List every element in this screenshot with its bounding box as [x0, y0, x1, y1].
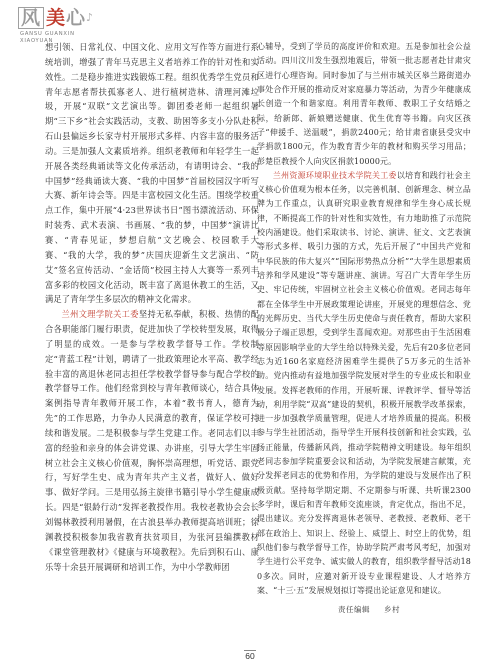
right-text-column — [257, 40, 471, 598]
right-paragraph-2 — [257, 169, 471, 598]
editor-credit — [338, 604, 400, 615]
left-paragraph-1: 想引领、日常礼仪、中国文化、应用文写作等方面进行系统培训，增强了青年马克思主义者培养工作的针对性和实效性。二是稳步推进实践锻炼工程。组织优秀学生党员和青年志愿者帮扶孤寡老人、进行植树造林、清理河滩垃圾，开展“双联”文艺演出等。御团委老师一起组织暑期“三下乡”社会实践活动，支教、助困等多支小分队赴积石山县偏远乡长家寺村开展形式多样、内容丰富的服务活动。三是加强人文素质培养。组织老教师和年轻学生一起开展各类经典诵读等文化传承活动，有请明诗会、“我的中国梦”经典诵读大赛、“我的中国梦”首届校园汉字听写大赛、新年诗会等。四是丰富校园文化生活。围绕学校重点工作，集中开展“4·23世界读书日”图书漂流活动、环保时装秀、武术表演、书画展、“我的梦，中国梦”演讲比赛、“青春见证，梦想启航”文艺晚会、校园歌手大赛、“我的大学，我的梦”庆国庆迎新生文艺演出、“防艾”签名宣传活动、“金话筒”校园主持人大赛等一系列丰富多彩的校园文化活动，既丰富了离退休教工的生活，又满足了青年学生多层次的精神文化需求。 — [45, 42, 259, 305]
page-number: 60 — [245, 651, 255, 661]
right-paragraph-1: 心辅导，受到了学员的高度评价和欢迎。五是参加社会公益活动。四川汶川发生强烈地震后，带领一批志愿者赴甘肃灾区进行心理咨询。同时参加了与兰州市城关区皋兰路街道办事处合作开展的推动反对家庭暴力等活动，为青少年健康成长创造一个和谐家庭。利用青年教师、教职工子女结婚之际，给新郎、新娘赠送健康、优生优育等书籍。向灾区孩子“伸援手、送温暖”，捐款2400元；给甘肃省康县受灾中学捐款1800元，作为教育青少年的教材和购买学习用品；彭楚臣教授个人向灾区捐款10000元。 — [257, 42, 471, 166]
highlight-lanzhou-ziyuan: 兰州资源环境职业技术学院关工委 — [272, 170, 397, 180]
logo-char-xin: 心 — [66, 7, 87, 29]
left-paragraph-2 — [45, 307, 259, 574]
masthead-logo — [18, 6, 94, 30]
editor-label: 责任编辑 — [338, 605, 370, 614]
highlight-lanzhou-wenli: 兰州文理学院关工委 — [61, 309, 139, 320]
right-paragraph-2-body: 以培育和践行社会主义核心价值观为根本任务，以完善机制、创新理念、树立品牌为工作重点，认真研究职业教育规律和学生身心成长规律，不断提高工作的针对性和实效性，有力地助推了示范院校内涵建设。他们采取读书、讨论、演讲、征文、文艺表演等形式多样、吸引力强的方式，先后开展了“中国共产党和中华民族的伟大复兴”“国际形势热点分析”“大学生思想素质培养和学风建设”等专题讲座、演讲。写召广大青年学生历史、牢记传统，牢固树立社会主义核心价值观。老同志每年都在全体学生中开展政策理论讲座，开展党的理想信念、党的光辉历史、当代大学生历史使命与责任教育，帮助大家积极分子端正思想，受到学生喜闻欢迎。对那些由于生活困难等原因影响学业的大学生给以特殊关爱，先后有20多位老同志为近160名家庭经济困难学生提供了5万多元的生活补助。党内推动有益地加强学院发展对学生的专业成长和职业发展。发挥老教师的作用，开展听课、评教评学、督导等活动，利用学院“双高”建设的契机，积极开展教学改革探索，进一步加强教学质量管理，促进人才培养质量的提高。积极参与学生社团活动，指导学生开展科技创新和社会实践，弘扬正能量，传播新风尚，推动学院精神文明建设。每年组织老同志参加学院重要会议和活动，为学院发展建言献策，充分发挥老同志的优势和作用，为学院的建设与发展作出了积极贡献。坚持每学期定期、不定期参与听课、共听课2300多学时，课后和青年教师交流座谈，肯定优点，指出不足，提出建议。充分发挥离退休老领导、老教授、老教师、老干部在政治上、知识上、经验上、威望上、时空上的优势，组织他们参与教学督导工作，协助学院严肃考风考纪，加强对学生进行公平竞争、诚实做人的教育，组织教学督导活动180多次。同时，应邀对新开设专业课程建设、人才培养方案、“十三·五”发展规划拟订等提出论证意见和建议。 — [257, 170, 471, 595]
masthead-subtitle: GANSU GUANXIN — [20, 31, 75, 37]
masthead-subtitle-2: XIAOYUAN — [20, 38, 54, 44]
logo-char-feng: 风 — [18, 7, 44, 29]
left-text-column — [45, 40, 259, 574]
logo-char-mei: 美 — [46, 7, 67, 29]
logo-music-note-icon: ♪ — [86, 11, 95, 24]
left-paragraph-2-body: 坚持无私奉献，积极、热情的配合各职能部门履行职责，促进加快了学校转型发展，取得了明显的成效。一是参与学校教学督导工作。学校制定“青蓝工程”计划，聘请了一批政策理论水平高、教学经验丰富的离退休老同志担任学校教学督导参与配合学校的教学督导工作。他们经常到校与青年教师谈心，结合具体案例指导青年教师开展工作，本着“教书育人，德育为先”的工作思路，力争办人民满意的教育，保证学校可持续和谐发展。二是积极参与学生党建工作。老同志们以丰富的经验和亲身的体会讲党课、办讲座，引导大学生牢固树立社会主义核心价值观，胸怀崇高理想，听党话、跟党行，写好学生史、成为青年共产主义者，做好人、做好事、做好学问。三是用弘扬主旋律书籍引导小学生健康成长。四是“银龄行动”发挥老教授作用。我校老教协会会长刘锡林教授利用暑假，在古浪县举办教师提高培训班；徐渊教授积极参加我省教育扶贫项目，为张河县编撰教材《课堂管理教材》《健康与环境教程》。先后到积石山、康乐等十余县开展调研和培训工作，为中小学教师团 — [45, 309, 259, 572]
editor-name: 乡村 — [384, 605, 400, 614]
